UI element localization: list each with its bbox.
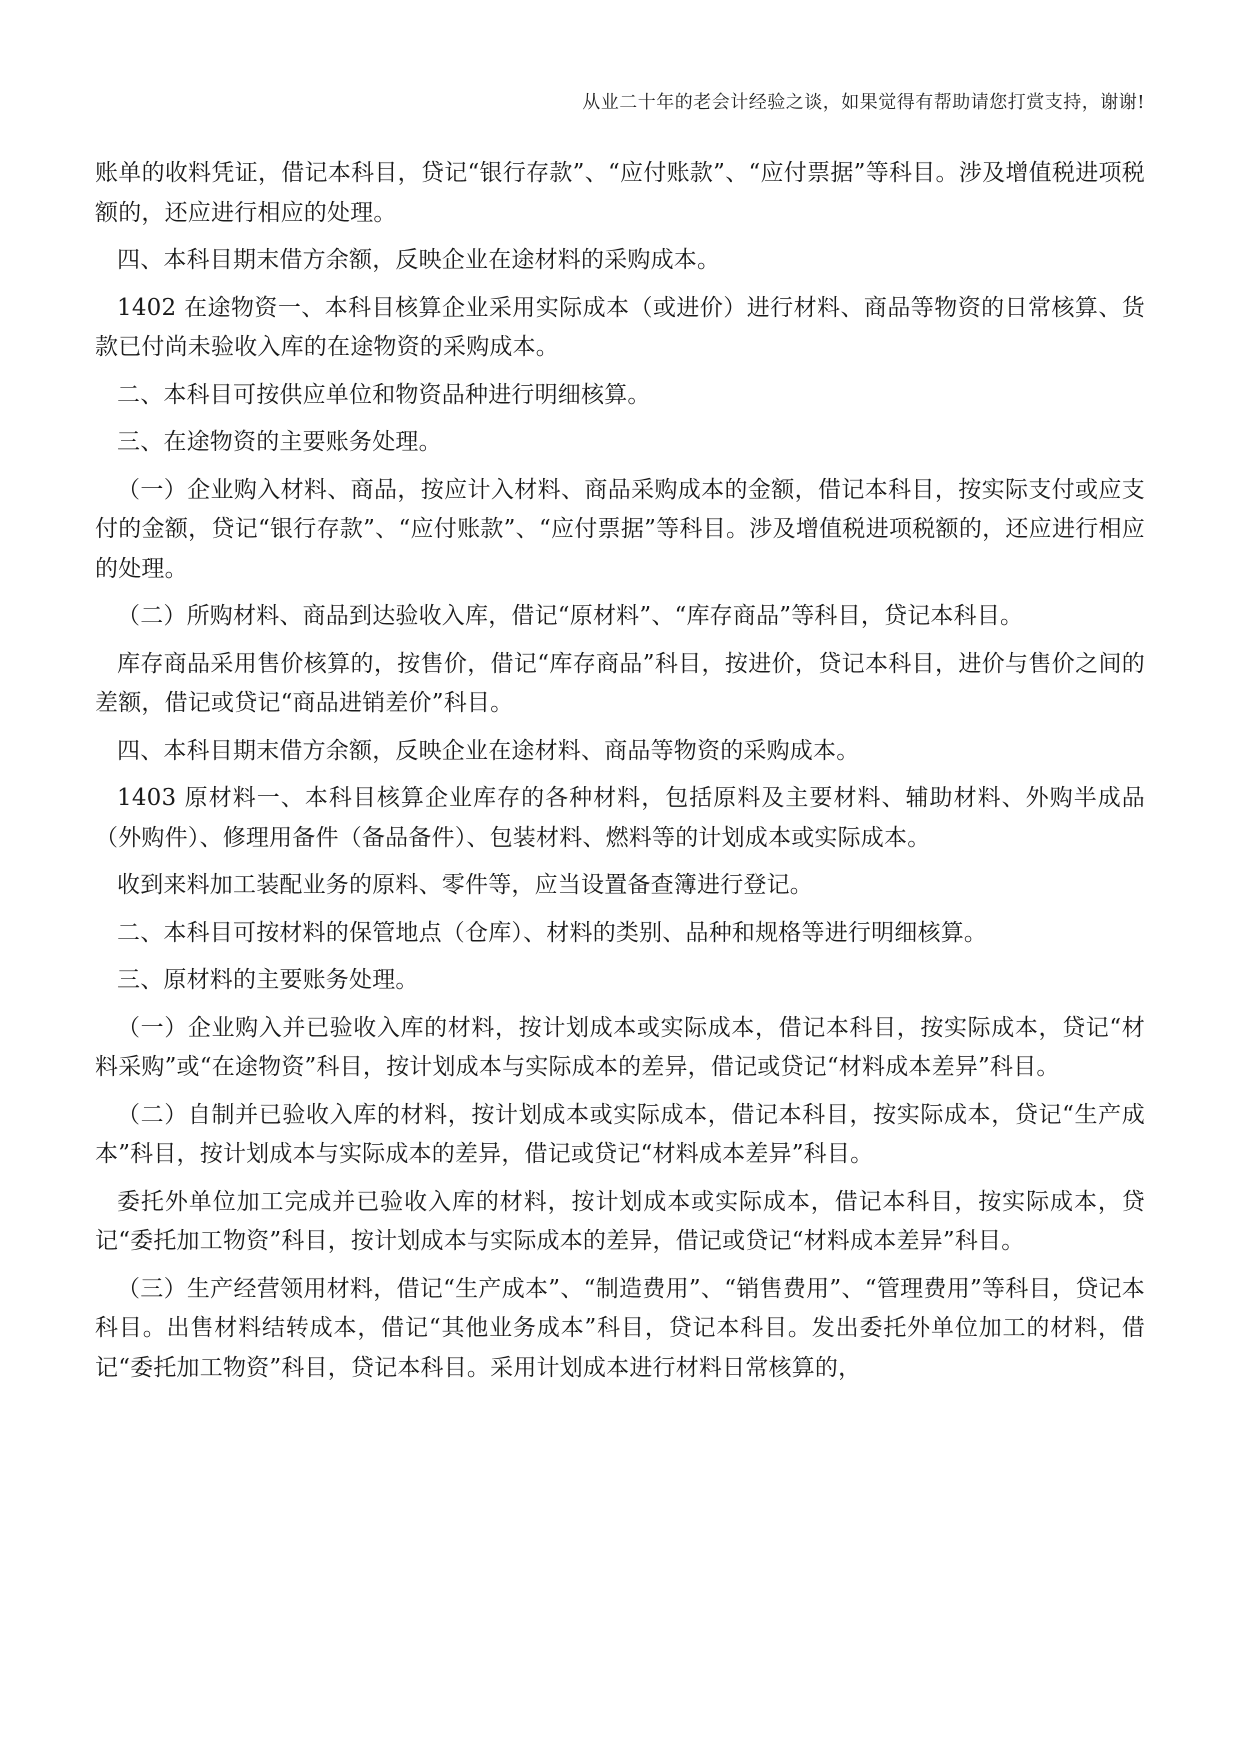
paragraph: 账单的收料凭证，借记本科目，贷记“银行存款”、“应付账款”、“应付票据”等科目。涉及增值税进项税额的，还应进行相应的处理。 bbox=[95, 160, 1145, 226]
paragraph: 二、本科目可按供应单位和物资品种进行明细核算。 bbox=[117, 381, 651, 408]
paragraph: （一）企业购入并已验收入库的材料，按计划成本或实际成本，借记本科目，按实际成本，贷记“材料采购”或“在途物资”科目，按计划成本与实际成本的差异，借记或贷记“材料成本差异”科目。 bbox=[95, 1014, 1145, 1080]
paragraph: 二、本科目可按材料的保管地点（仓库）、材料的类别、品种和规格等进行明细核算。 bbox=[117, 919, 988, 946]
paragraph: （二）自制并已验收入库的材料，按计划成本或实际成本，借记本科目，按实际成本，贷记“生产成本”科目，按计划成本与实际成本的差异，借记或贷记“材料成本差异”科目。 bbox=[95, 1101, 1145, 1167]
paragraph: 三、在途物资的主要账务处理。 bbox=[117, 429, 442, 455]
paragraph: 库存商品采用售价核算的，按售价，借记“库存商品”科目，按进价，贷记本科目，进价与售价之间的差额，借记或贷记“商品进销差价”科目。 bbox=[95, 650, 1145, 716]
paragraph: （二）所购材料、商品到达验收入库，借记“原材料”、“库存商品”等科目，贷记本科目。 bbox=[117, 603, 1024, 629]
paragraph: 三、原材料的主要账务处理。 bbox=[117, 967, 419, 993]
paragraph: 1403 原材料一、本科目核算企业库存的各种材料，包括原料及主要材料、辅助材料、外购半成品（外购件）、修理用备件（备品备件）、包装材料、燃料等的计划成本或实际成本。 bbox=[95, 785, 1145, 851]
document-body bbox=[95, 154, 1145, 1396]
page-header: 从业二十年的老会计经验之谈，如果觉得有帮助请您打赏支持，谢谢! bbox=[582, 92, 1145, 113]
paragraph: （一）企业购入材料、商品，按应计入材料、商品采购成本的金额，借记本科目，按实际支付或应支付的金额，贷记“银行存款”、“应付账款”、“应付票据”等科目。涉及增值税进项税额的，还应进行相应的处理。 bbox=[95, 476, 1145, 582]
paragraph: 收到来料加工装配业务的原料、零件等，应当设置备查簿进行登记。 bbox=[117, 872, 813, 898]
paragraph: 四、本科目期末借方余额，反映企业在途材料、商品等物资的采购成本。 bbox=[117, 737, 860, 764]
paragraph: 委托外单位加工完成并已验收入库的材料，按计划成本或实际成本，借记本科目，按实际成本，贷记“委托加工物资”科目，按计划成本与实际成本的差异，借记或贷记“材料成本差异”科目。 bbox=[95, 1188, 1145, 1254]
paragraph: （三）生产经营领用材料，借记“生产成本”、“制造费用”、“销售费用”、“管理费用”等科目，贷记本科目。出售材料结转成本，借记“其他业务成本”科目，贷记本科目。发出委托外单位加工的材料，借记“委托加工物资”科目，贷记本科目。采用计划成本进行材料日常核算的， bbox=[95, 1275, 1145, 1381]
paragraph: 四、本科目期末借方余额，反映企业在途材料的采购成本。 bbox=[117, 247, 721, 273]
paragraph: 1402 在途物资一、本科目核算企业采用实际成本（或进价）进行材料、商品等物资的日常核算、货款已付尚未验收入库的在途物资的采购成本。 bbox=[95, 294, 1145, 360]
